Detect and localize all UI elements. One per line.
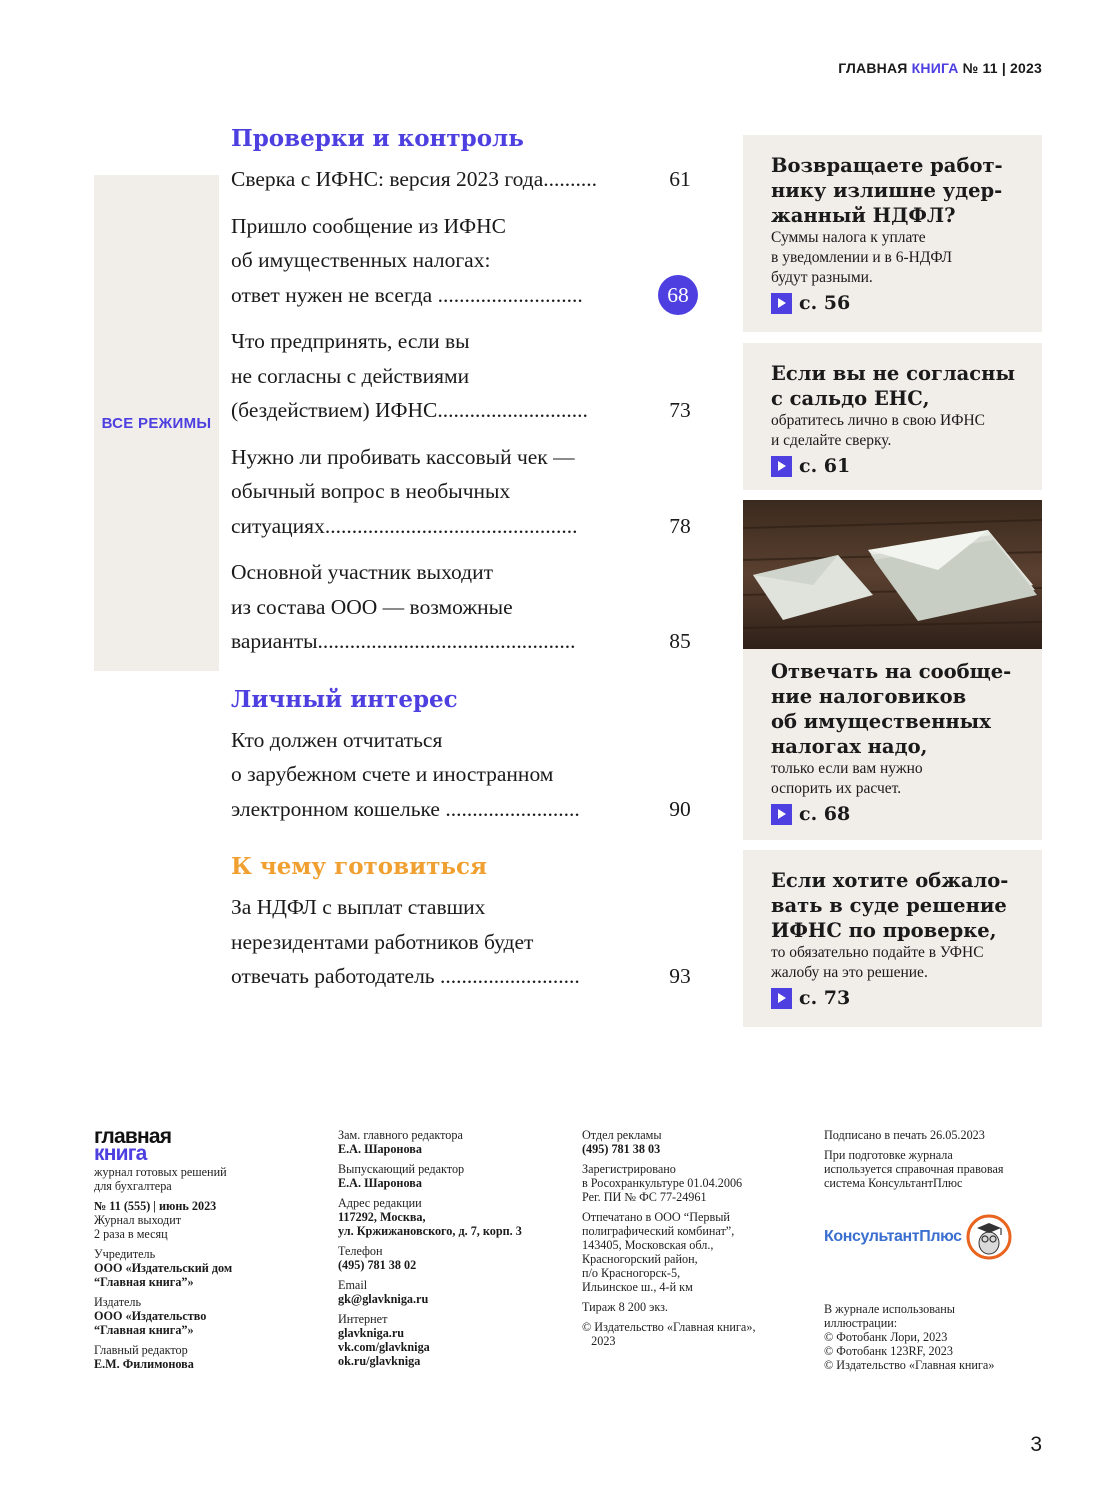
envelopes-illustration bbox=[743, 500, 1042, 649]
consultant-plus-logo bbox=[824, 1214, 1012, 1260]
circulation: Тираж 8 200 экз. bbox=[582, 1300, 668, 1314]
toc-entry-page: 73 bbox=[669, 398, 691, 422]
internet-label: Интернет bbox=[338, 1312, 388, 1326]
toc-entry-text: Пришло сообщение из ИФНС об имущественных налогах: ответ нужен не всегда ........................... bbox=[231, 213, 583, 307]
play-arrow-icon bbox=[771, 988, 792, 1009]
toc-entry[interactable] bbox=[231, 324, 701, 428]
imprint-col-2 bbox=[338, 1128, 568, 1368]
toc-entry-text: Нужно ли пробивать кассовый чек — обычный вопрос в необычных ситуациях............................................... bbox=[231, 444, 578, 538]
section-title-personal: Личный интерес bbox=[231, 685, 458, 713]
toc-entry[interactable] bbox=[231, 440, 701, 544]
editor: Е.М. Филимонова bbox=[94, 1357, 194, 1371]
play-arrow-icon bbox=[771, 456, 792, 477]
issue-number: № 11 | 2023 bbox=[962, 60, 1042, 76]
imprint-col-3 bbox=[582, 1128, 807, 1348]
legal-system-note: При подготовке журнала используется справочная правовая система КонсультантПлюс bbox=[824, 1148, 1004, 1190]
toc-entry[interactable] bbox=[231, 723, 701, 827]
imprint-col-4 bbox=[824, 1128, 1054, 1190]
deputy: Е.А. Шаронова bbox=[338, 1142, 422, 1156]
imprint-col-4-credits bbox=[824, 1302, 1054, 1372]
side-tab bbox=[94, 175, 219, 671]
publisher: ООО «Издательство “Главная книга”» bbox=[94, 1309, 207, 1337]
address-label: Адрес редакции bbox=[338, 1196, 422, 1210]
toc-entry-page: 90 bbox=[669, 796, 691, 821]
ads-label: Отдел рекламы bbox=[582, 1128, 662, 1142]
card-page-ref-text: с. 61 bbox=[799, 455, 851, 477]
section-title-checks: Проверки и контроль bbox=[231, 125, 524, 152]
founder-label: Учредитель bbox=[94, 1247, 156, 1261]
envelopes-photo bbox=[743, 500, 1042, 649]
card-page-ref[interactable] bbox=[771, 292, 1022, 314]
toc-entry-page-badge: 68 bbox=[658, 275, 698, 315]
logo-line2: книга bbox=[94, 1142, 147, 1165]
signed-date: Подписано в печать 26.05.2023 bbox=[824, 1128, 985, 1142]
publisher-label: Издатель bbox=[94, 1295, 142, 1309]
brand-part2: КНИГА bbox=[911, 60, 959, 76]
frequency: Журнал выходит 2 раза в месяц bbox=[94, 1213, 182, 1241]
play-arrow-icon bbox=[771, 293, 792, 314]
brand-part1: ГЛАВНАЯ bbox=[838, 60, 908, 76]
card-page-ref-text: с. 73 bbox=[799, 987, 851, 1009]
teaser-card[interactable] bbox=[743, 343, 1042, 490]
teaser-card[interactable] bbox=[743, 850, 1042, 1027]
card-heading: Если вы не согласны с сальдо ЕНС, bbox=[771, 362, 1015, 410]
play-arrow-icon bbox=[771, 804, 792, 825]
address: 117292, Москва, ул. Кржижановского, д. 7, корп. 3 bbox=[338, 1210, 522, 1238]
card-body: обратитесь лично в свою ИФНС и сделайте сверку. bbox=[771, 412, 986, 449]
toc-entry-page: 93 bbox=[669, 964, 691, 988]
toc-entry[interactable] bbox=[231, 209, 701, 313]
logo-line1: главная bbox=[94, 1125, 172, 1148]
toc-entry-page: 85 bbox=[669, 629, 691, 653]
toc-entry-text: Кто должен отчитаться о зарубежном счете и иностранном электронном кошельке ......................... bbox=[231, 727, 580, 821]
running-header bbox=[838, 60, 1042, 76]
registration: Зарегистрировано в Росохранкультуре 01.04.2006 Рег. ПИ № ФС 77-24961 bbox=[582, 1162, 743, 1204]
page-number: 3 bbox=[1030, 1433, 1042, 1456]
card-page-ref[interactable] bbox=[771, 455, 1022, 477]
email-label: Email bbox=[338, 1278, 368, 1292]
email-link[interactable]: gk@glavkniga.ru bbox=[338, 1292, 429, 1306]
toc-entry-page: 78 bbox=[669, 513, 691, 538]
founder: ООО «Издательский дом “Главная книга”» bbox=[94, 1261, 233, 1289]
release: Е.А. Шаронова bbox=[338, 1176, 422, 1190]
toc-entry[interactable] bbox=[231, 890, 701, 994]
teaser-card[interactable] bbox=[743, 649, 1042, 840]
illustration-credits: В журнале использованы иллюстрации: © Фотобанк Лори, 2023 © Фотобанк 123RF, 2023 © Издательство «Главная книга» bbox=[824, 1302, 995, 1372]
card-page-ref[interactable] bbox=[771, 803, 1022, 825]
table-of-contents bbox=[231, 120, 701, 1006]
card-body: только если вам нужно оспорить их расчет. bbox=[771, 760, 923, 797]
consultant-plus-name: КонсультантПлюс bbox=[824, 1228, 962, 1245]
toc-entry[interactable] bbox=[231, 162, 701, 197]
section-title-upcoming: К чему готовиться bbox=[231, 853, 488, 880]
phone-label: Телефон bbox=[338, 1244, 383, 1258]
professor-icon bbox=[966, 1214, 1012, 1260]
card-heading: Возвращаете работ- нику излишне удер- жанный НДФЛ? bbox=[771, 154, 1003, 227]
side-tab-label: ВСЕ РЕЖИМЫ bbox=[101, 414, 212, 432]
toc-entry-text: Основной участник выходит из состава ООО — возможные варианты................................................ bbox=[231, 560, 576, 653]
journal-logo bbox=[94, 1125, 314, 1165]
card-page-ref[interactable] bbox=[771, 987, 1022, 1009]
printing-house: Отпечатано в ООО “Первый полиграфический комбинат”, 143405, Московская обл., Красногорский район, п/о Красногорск-5, Ильинское ш., 4-й км bbox=[582, 1210, 735, 1294]
issue-info: № 11 (555) | июнь 2023 bbox=[94, 1199, 217, 1213]
phone: (495) 781 38 02 bbox=[338, 1258, 417, 1272]
ads-phone: (495) 781 38 03 bbox=[582, 1142, 661, 1156]
toc-entry-text: За НДФЛ с выплат ставших нерезидентами работников будет отвечать работодатель .......................... bbox=[231, 895, 580, 988]
copyright: © Издательство «Главная книга», 2023 bbox=[582, 1320, 756, 1348]
card-page-ref-text: с. 56 bbox=[799, 292, 851, 314]
release-label: Выпускающий редактор bbox=[338, 1162, 465, 1176]
editor-label: Главный редактор bbox=[94, 1343, 188, 1357]
deputy-label: Зам. главного редактора bbox=[338, 1128, 463, 1142]
teaser-card[interactable] bbox=[743, 135, 1042, 332]
toc-entry-text: Сверка с ИФНС: версия 2023 года.......... bbox=[231, 167, 597, 191]
imprint-col-1 bbox=[94, 1125, 314, 1371]
tagline: журнал готовых решений для бухгалтера bbox=[94, 1165, 227, 1193]
toc-entry[interactable] bbox=[231, 555, 701, 659]
card-body: то обязательно подайте в УФНС жалобу на это решение. bbox=[771, 944, 984, 981]
website-links[interactable]: glavkniga.ru vk.com/glavkniga ok.ru/glavkniga bbox=[338, 1326, 430, 1368]
card-body: Суммы налога к уплате в уведомлении и в 6-НДФЛ будут разными. bbox=[771, 229, 953, 286]
card-page-ref-text: с. 68 bbox=[799, 803, 851, 825]
toc-entry-text: Что предпринять, если вы не согласны с действиями (бездействием) ИФНС............................ bbox=[231, 329, 588, 422]
card-heading: Отвечать на сообще- ние налоговиков об имущественных налогах надо, bbox=[771, 660, 1012, 758]
card-heading: Если хотите обжало- вать в суде решение ИФНС по проверке, bbox=[771, 869, 1009, 942]
toc-entry-page: 61 bbox=[669, 167, 691, 191]
